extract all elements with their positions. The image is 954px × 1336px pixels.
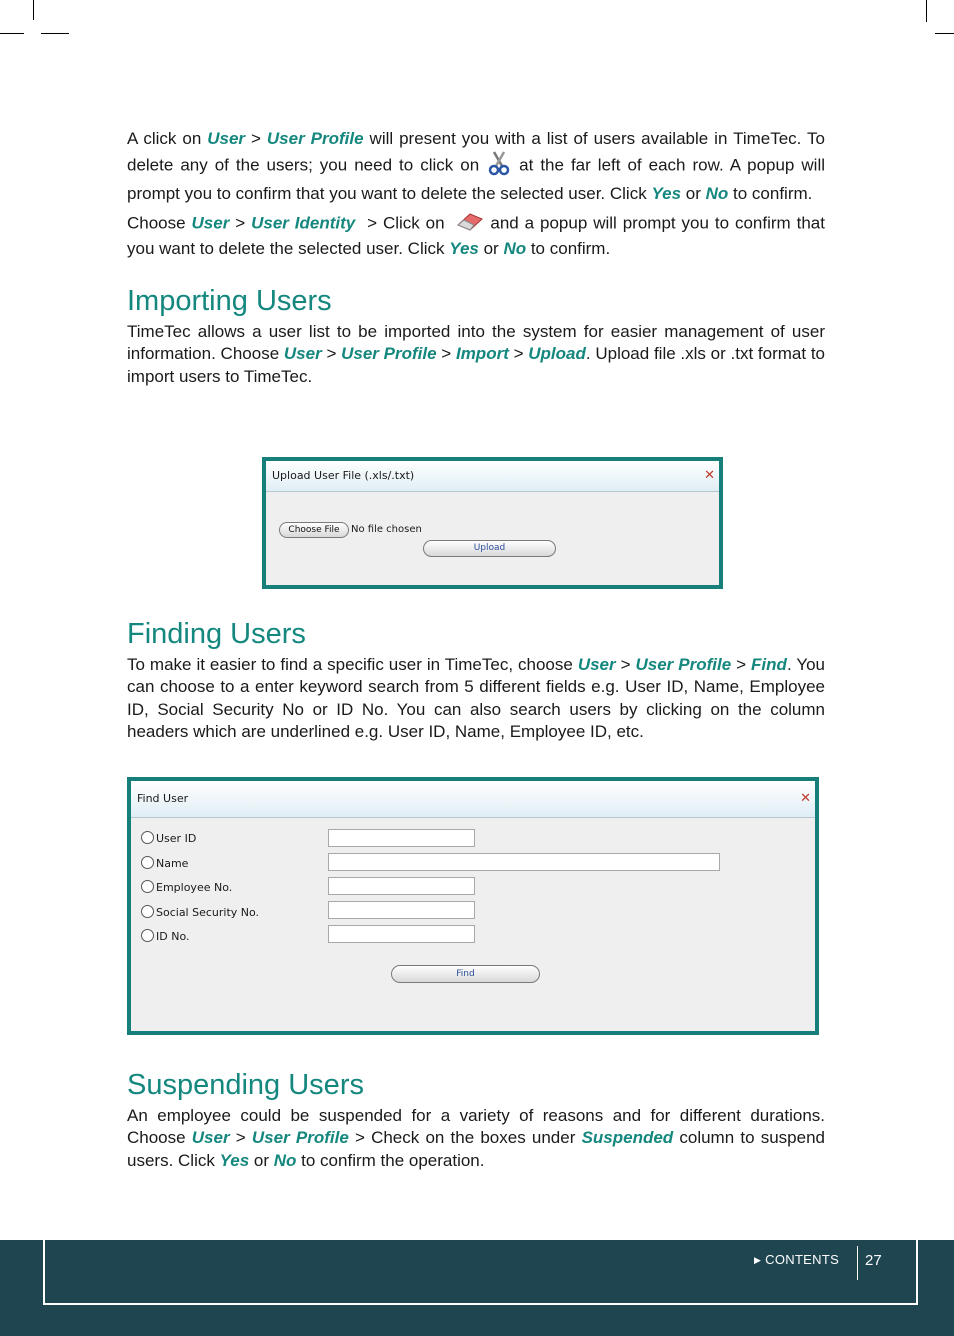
page-footer xyxy=(0,1240,954,1336)
page-content xyxy=(127,128,825,388)
text: To make it easier to find a specific user in TimeTec, choose xyxy=(127,655,578,674)
text: > Click on xyxy=(355,213,451,233)
menu-path-user: User xyxy=(191,1128,230,1148)
suspending-users-paragraph xyxy=(127,1105,825,1172)
text: to confirm. xyxy=(728,183,813,203)
dialog-title: Find User xyxy=(137,792,189,805)
field-label: ID No. xyxy=(156,930,190,943)
radio-icon xyxy=(141,880,154,893)
menu-path-find: Find xyxy=(751,655,787,674)
radio-icon xyxy=(141,929,154,942)
text: > xyxy=(731,655,752,674)
field-label: User ID xyxy=(156,832,197,845)
radio-employee-no[interactable] xyxy=(141,880,232,894)
field-label: Name xyxy=(156,857,189,870)
yes-label: Yes xyxy=(651,183,682,203)
employee-no-input[interactable] xyxy=(328,877,475,895)
footer-divider xyxy=(857,1246,858,1280)
text: to confirm. xyxy=(526,238,611,258)
choose-file-label: Choose File xyxy=(288,525,340,535)
crop-mark xyxy=(33,0,34,20)
eraser-icon xyxy=(456,211,484,237)
text: or xyxy=(249,1150,274,1170)
page-number: 27 xyxy=(865,1252,882,1269)
text: > Check on the boxes under xyxy=(348,1128,582,1148)
find-user-dialog xyxy=(127,777,819,1035)
social-security-no-input[interactable] xyxy=(328,901,475,919)
upload-user-file-dialog xyxy=(262,457,723,589)
text: . You can choose to a enter keyword search from 5 different fields e.g. User ID, Name, Employee ID, Social Security No or ID No. You can also search users by clicking on the column headers which are underlined e.g. User ID, Name, Employee ID, etc. xyxy=(127,655,826,742)
suspending-users-heading: Suspending Users xyxy=(127,1069,364,1101)
radio-icon xyxy=(141,856,154,869)
name-input[interactable] xyxy=(328,853,720,871)
contents-label: CONTENTS xyxy=(765,1252,840,1267)
suspended-column-label: Suspended xyxy=(581,1128,674,1148)
no-label: No xyxy=(503,238,527,258)
menu-path-user-profile: User Profile xyxy=(635,655,732,674)
text: > xyxy=(508,344,529,364)
text: . Upload file .xls or .txt format to import users to TimeTec. xyxy=(127,344,825,386)
text: to confirm the operation. xyxy=(296,1150,485,1170)
contents-link[interactable] xyxy=(754,1252,839,1267)
text: and a popup will prompt you to confirm that you want to delete the selected user. Click xyxy=(127,213,825,258)
radio-id-no[interactable] xyxy=(141,929,189,943)
radio-user-id[interactable] xyxy=(141,831,196,845)
user-id-input[interactable] xyxy=(328,829,475,847)
menu-path-user-profile: User Profile xyxy=(251,1128,349,1148)
text: > xyxy=(436,344,456,364)
importing-users-paragraph xyxy=(127,321,825,388)
close-icon[interactable]: ✕ xyxy=(800,791,811,806)
triangle-right-icon: ▶ xyxy=(754,1255,762,1265)
text: or xyxy=(681,183,706,203)
delete-user-paragraph xyxy=(127,128,825,205)
menu-path-user-profile: User Profile xyxy=(341,344,437,364)
dialog-titlebar xyxy=(266,461,719,492)
no-label: No xyxy=(705,183,729,203)
finding-users-heading: Finding Users xyxy=(127,618,306,650)
yes-label: Yes xyxy=(219,1150,250,1170)
text: > xyxy=(229,1128,252,1148)
text: column to suspend users. Click xyxy=(127,1128,825,1170)
suspending-section xyxy=(127,1068,825,1172)
radio-name[interactable] xyxy=(141,856,188,870)
text: TimeTec allows a user list to be imported into the system for easier management of user information. Choose xyxy=(127,322,825,364)
text: > xyxy=(321,344,342,364)
finding-section xyxy=(127,617,825,744)
text: An employee could be suspended for a variety of reasons and for different durations. Choose xyxy=(127,1106,825,1148)
crop-mark xyxy=(0,33,24,34)
field-label: Employee No. xyxy=(156,881,233,894)
menu-path-user: User xyxy=(577,655,616,674)
radio-social-security-no[interactable] xyxy=(141,905,259,919)
text: at the far left of each row. A popup will prompt you to confirm that you want to delete the selected user. Click xyxy=(127,156,825,203)
dialog-title: Upload User File (.xls/.txt) xyxy=(272,469,415,482)
yes-label: Yes xyxy=(449,238,479,258)
close-icon[interactable]: ✕ xyxy=(704,468,715,483)
find-label: Find xyxy=(456,969,475,979)
id-no-input[interactable] xyxy=(328,925,475,943)
upload-button[interactable] xyxy=(423,540,556,557)
choose-file-button[interactable] xyxy=(279,522,349,538)
text: Choose xyxy=(127,213,192,233)
text: or xyxy=(478,238,504,258)
text: > xyxy=(245,129,267,148)
crop-mark xyxy=(41,33,69,34)
crop-mark xyxy=(926,0,927,22)
upload-label: Upload xyxy=(473,543,506,553)
no-label: No xyxy=(273,1150,297,1170)
find-button[interactable] xyxy=(391,965,540,983)
radio-icon xyxy=(141,831,154,844)
user-identity-paragraph xyxy=(127,211,825,260)
text: will present you with a list of users available in TimeTec. To delete any of the users; you need to click on xyxy=(127,129,825,176)
radio-icon xyxy=(141,905,154,918)
crop-mark xyxy=(935,33,954,34)
scissors-icon xyxy=(486,150,512,182)
importing-users-heading: Importing Users xyxy=(127,285,332,318)
menu-path-user-profile: User Profile xyxy=(266,129,364,148)
menu-path-user-identity: User Identity xyxy=(251,213,356,233)
field-label: Social Security No. xyxy=(156,906,260,919)
dialog-titlebar xyxy=(131,781,815,818)
footer-frame xyxy=(43,1240,918,1305)
menu-path-import: Import xyxy=(455,344,509,364)
menu-path-upload: Upload xyxy=(528,344,586,364)
finding-users-paragraph xyxy=(127,654,825,744)
no-file-chosen-text: No file chosen xyxy=(351,524,422,535)
menu-path-user: User xyxy=(207,129,246,148)
text: A click on xyxy=(127,129,208,148)
menu-path-user: User xyxy=(283,344,322,364)
text: > xyxy=(615,655,636,674)
menu-path-user: User xyxy=(191,213,230,233)
text: > xyxy=(229,213,252,233)
